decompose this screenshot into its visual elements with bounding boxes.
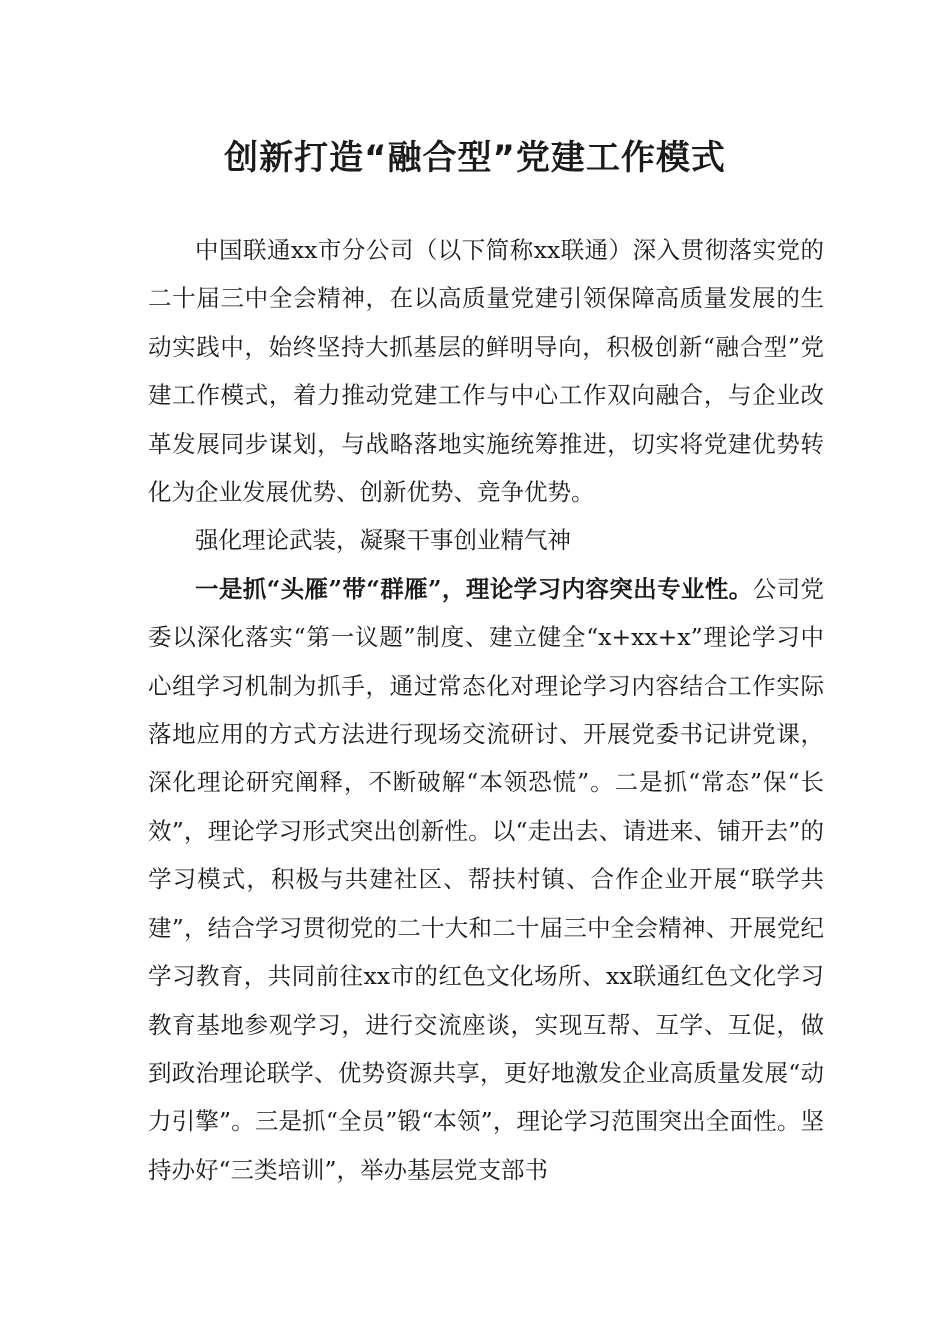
section-body-text: 公司党委以深化落实“第一议题”制度、建立健全“x+xx+x”理论学习中心组学习机制为抓手，通过常态化对理论学习内容结合工作实际落地应用的方式方法进行现场交流研讨、开展党委书记讲党课，深化理论研究阐释，不断破解“本领恐慌”。二是抓“常态”保“长效”，理论学习形式突出创新性。以“走出去、请进来、铺开去”的学习模式，积极与共建社区、帮扶村镇、合作企业开展“联学共建”，结合学习贯彻党的二十大和二十届三中全会精神、开展党纪学习教育，共同前往xx市的红色文化场所、xx联通红色文化学习教育基地参观学习，进行交流座谈，实现互帮、互学、互促，做到政治理论联学、优势资源共享，更好地激发企业高质量发展“动力引擎”。三是抓“全员”锻“本领”，理论学习范围突出全面性。坚持办好“三类培训”，举办基层党支部书 [148, 574, 824, 1184]
section-paragraph [148, 565, 824, 1194]
section-lead-sentence: 一是抓“头雁”带“群雁”，理论学习内容突出专业性。 [195, 574, 753, 603]
document-title: 创新打造“融合型”党建工作模式 [224, 138, 726, 178]
section-heading: 强化理论武装，凝聚干事创业精气神 [195, 526, 571, 555]
intro-paragraph: 中国联通xx市分公司（以下简称xx联通）深入贯彻落实党的二十届三中全会精神，在以高质量党建引领保障高质量发展的生动实践中，始终坚持大抓基层的鲜明导向，积极创新“融合型”党建工作模式，着力推动党建工作与中心工作双向融合，与企业改革发展同步谋划，与战略落地实施统筹推进，切实将党建优势转化为企业发展优势、创新优势、竞争优势。 [148, 236, 824, 507]
document-body [148, 226, 824, 1194]
